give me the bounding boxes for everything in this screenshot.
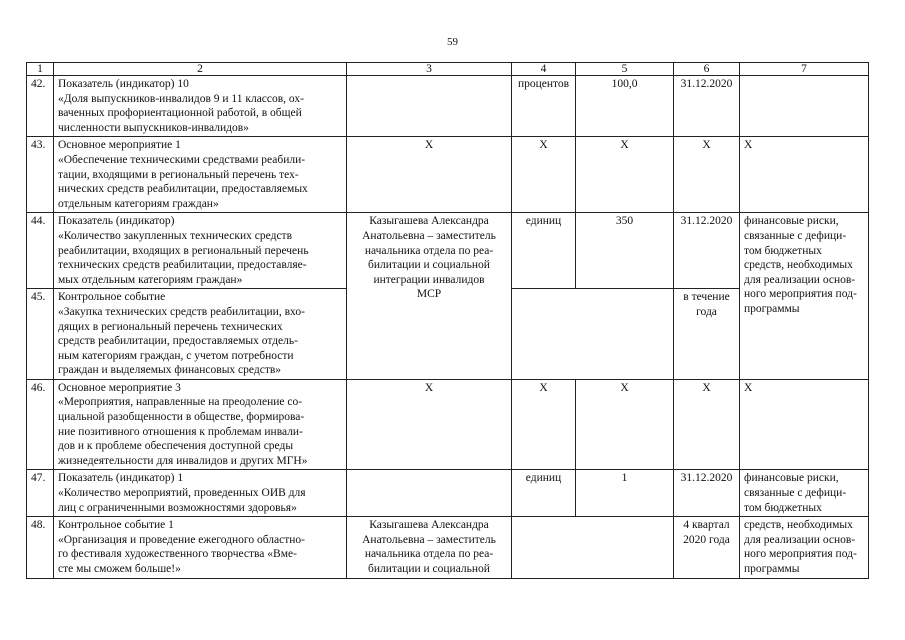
responsible-cell: Х xyxy=(347,379,512,470)
risk-cell xyxy=(740,470,869,517)
header-cell: 4 xyxy=(512,63,576,76)
value-cell: 350 xyxy=(576,213,674,289)
date-cell xyxy=(674,517,740,578)
name-line: реабилитации, входящих в региональный перечень xyxy=(58,244,309,257)
unit-value-cell xyxy=(512,517,674,578)
unit-cell: Х xyxy=(512,379,576,470)
page-number: 59 xyxy=(447,36,458,48)
name-line: Основное мероприятие 3 xyxy=(58,381,181,394)
value-cell: Х xyxy=(576,379,674,470)
responsible-cell xyxy=(347,76,512,137)
row-number: 45. xyxy=(27,289,54,380)
table-row xyxy=(27,470,869,517)
row-number: 48. xyxy=(27,517,54,578)
name-line: «Организация и проведение ежегодного областно- xyxy=(58,533,305,546)
name-line: мых отдельным категориям граждан» xyxy=(58,273,243,286)
name-line: отдельным категориям граждан» xyxy=(58,197,219,210)
responsible-line: Анатольевна – заместитель xyxy=(362,229,496,242)
header-cell: 5 xyxy=(576,63,674,76)
table-row xyxy=(27,517,869,578)
row-number: 42. xyxy=(27,76,54,137)
responsible-cell: Х xyxy=(347,137,512,213)
name-line: го фестиваля художественного творчества «Вме- xyxy=(58,548,297,561)
risk-line: ного мероприятия под- xyxy=(744,548,857,561)
row-number: 44. xyxy=(27,213,54,289)
row-number: 47. xyxy=(27,470,54,517)
risk-line: средств, необходимых xyxy=(744,519,853,532)
header-cell: 6 xyxy=(674,63,740,76)
row-number: 46. xyxy=(27,379,54,470)
name-line: Контрольное событие xyxy=(58,291,166,304)
table-row xyxy=(27,76,869,137)
date-line: года xyxy=(696,305,717,318)
row-name xyxy=(54,76,347,137)
unit-cell: процентов xyxy=(512,76,576,137)
program-table xyxy=(26,62,869,579)
row-number: 43. xyxy=(27,137,54,213)
responsible-line: Казыгашева Александра xyxy=(369,215,489,228)
row-name xyxy=(54,517,347,578)
risk-line: ного мероприятия под- xyxy=(744,288,857,301)
name-line: дящих в региональный перечень технических xyxy=(58,320,283,333)
responsible-line: интеграции инвалидов xyxy=(373,273,485,286)
date-cell: 31.12.2020 xyxy=(674,76,740,137)
risk-line: связанные с дефици- xyxy=(744,229,847,242)
name-line: циальной разобщенности в обществе, формирова- xyxy=(58,411,305,424)
name-line: нических средств реабилитации, предоставляемых xyxy=(58,183,308,196)
date-cell: 31.12.2020 xyxy=(674,470,740,517)
value-cell: Х xyxy=(576,137,674,213)
responsible-line: начальника отдела по реа- xyxy=(364,244,494,257)
name-line: лиц с ограниченными возможностями здоровья» xyxy=(58,501,297,514)
name-line: Показатель (индикатор) xyxy=(58,215,175,228)
responsible-line: МСР xyxy=(416,288,442,301)
name-line: технических средств реабилитации, предоставляе- xyxy=(58,259,307,272)
risk-line: том бюджетных xyxy=(744,501,822,514)
responsible-line: билитации и социальной xyxy=(368,563,490,575)
unit-cell: Х xyxy=(512,137,576,213)
date-line: в течение xyxy=(683,291,730,304)
risk-line: для реализации основ- xyxy=(744,533,856,546)
row-name xyxy=(54,470,347,517)
name-line: Показатель (индикатор) 1 xyxy=(58,472,184,485)
name-line: «Закупка технических средств реабилитации, вхо- xyxy=(58,305,305,318)
date-cell xyxy=(674,289,740,380)
responsible-line: билитации и социальной xyxy=(368,259,490,272)
header-cell: 1 xyxy=(27,63,54,76)
name-line: «Количество мероприятий, проведенных ОИВ для xyxy=(58,487,306,500)
value-cell: 1 xyxy=(576,470,674,517)
table-row xyxy=(27,379,869,470)
risk-cell xyxy=(740,76,869,137)
risk-line: связанные с дефици- xyxy=(744,487,847,500)
responsible-line: начальника отдела по реа- xyxy=(364,548,494,561)
name-line: ваченных профориентационной работой, в общей xyxy=(58,107,302,120)
name-line: ние позитивного отношения к проблемам инвали- xyxy=(58,425,303,438)
risk-line: для реализации основ- xyxy=(744,273,856,286)
name-line: тации, входящими в региональный перечень тех- xyxy=(58,168,299,181)
name-line: дов и к проблеме обеспечения доступной среды xyxy=(58,440,294,453)
header-cell: 7 xyxy=(740,63,869,76)
unit-value-cell xyxy=(512,289,674,380)
name-line: «Мероприятия, направленные на преодоление со- xyxy=(58,396,303,409)
date-line: 2020 года xyxy=(683,533,730,546)
row-name xyxy=(54,289,347,380)
responsible-line: Анатольевна – заместитель xyxy=(362,533,496,546)
name-line: Основное мероприятие 1 xyxy=(58,139,181,152)
risk-cell xyxy=(740,517,869,578)
unit-cell: единиц xyxy=(512,213,576,289)
risk-line: программы xyxy=(744,302,800,315)
name-line: численности выпускников-инвалидов» xyxy=(58,121,249,134)
name-line: «Доля выпускников-инвалидов 9 и 11 классов, ох- xyxy=(58,92,304,105)
date-cell: Х xyxy=(674,379,740,470)
name-line: Показатель (индикатор) 10 xyxy=(58,78,189,90)
responsible-cell xyxy=(347,470,512,517)
responsible-cell xyxy=(347,213,512,380)
responsible-cell xyxy=(347,517,512,578)
risk-line: средств, необходимых xyxy=(744,259,853,272)
risk-cell: Х xyxy=(740,137,869,213)
name-line: сте мы сможем больше!» xyxy=(58,563,181,575)
name-line: «Количество закупленных технических средств xyxy=(58,229,292,242)
name-line: жизнедеятельности для инвалидов и других МГН» xyxy=(58,454,308,467)
table-row xyxy=(27,137,869,213)
risk-line: том бюджетных xyxy=(744,244,822,257)
risk-cell xyxy=(740,213,869,380)
responsible-line: Казыгашева Александра xyxy=(369,519,489,532)
name-line: граждан и выделяемых финансовых средств» xyxy=(58,364,282,377)
header-row xyxy=(27,63,869,76)
header-cell: 3 xyxy=(347,63,512,76)
unit-cell: единиц xyxy=(512,470,576,517)
name-line: средств реабилитации, предоставляемых отдель- xyxy=(58,335,298,348)
name-line: ным категориям граждан, с учетом потребности xyxy=(58,349,294,362)
row-name xyxy=(54,213,347,289)
name-line: Контрольное событие 1 xyxy=(58,519,174,532)
date-cell: 31.12.2020 xyxy=(674,213,740,289)
risk-line: программы xyxy=(744,563,800,575)
date-line: 4 квартал xyxy=(683,519,730,532)
table-row xyxy=(27,213,869,289)
row-name xyxy=(54,137,347,213)
header-cell: 2 xyxy=(54,63,347,76)
row-name xyxy=(54,379,347,470)
date-cell: Х xyxy=(674,137,740,213)
risk-line: финансовые риски, xyxy=(744,215,839,228)
risk-cell: Х xyxy=(740,379,869,470)
value-cell: 100,0 xyxy=(576,76,674,137)
risk-line: финансовые риски, xyxy=(744,472,839,485)
name-line: «Обеспечение техническими средствами реабили- xyxy=(58,153,306,166)
